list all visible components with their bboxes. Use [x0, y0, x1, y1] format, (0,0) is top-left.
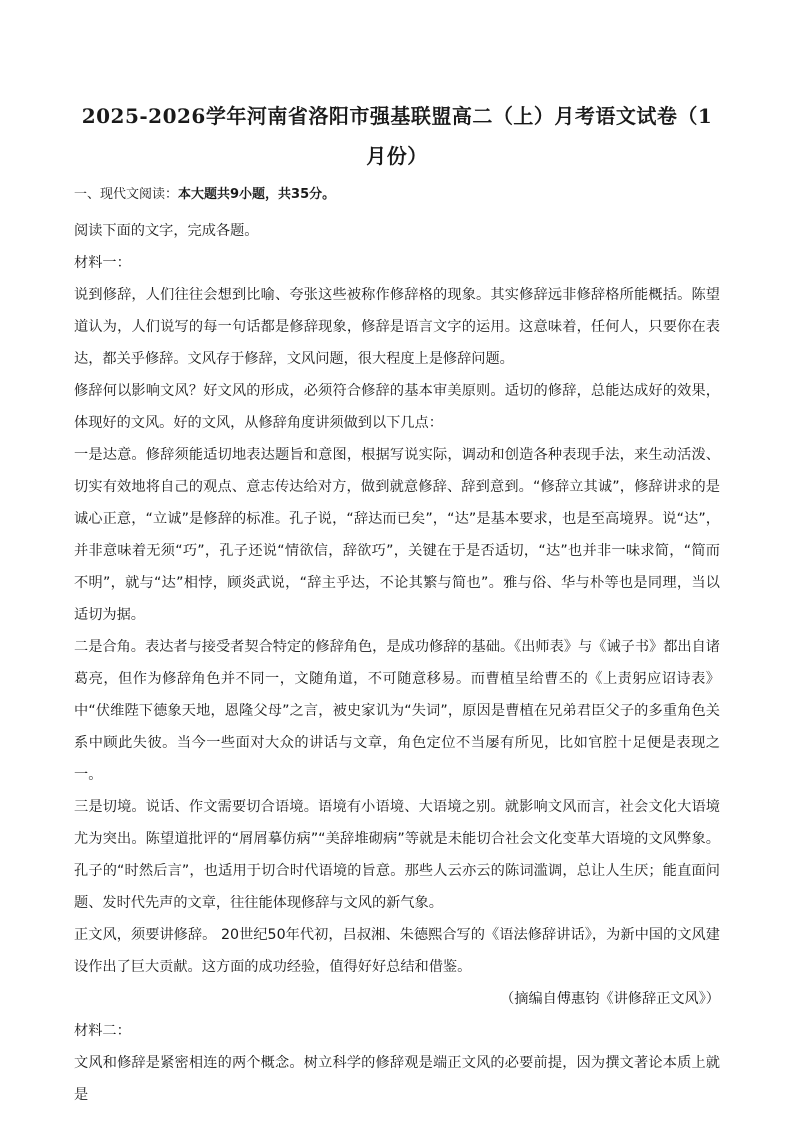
reading-instruction: 阅读下面的文字，完成各题。: [74, 223, 259, 239]
paragraph-2: 修辞何以影响文风？好文风的形成，必须符合修辞的基本审美原则。适切的修辞，总能达成好的效果，体现好的文风。好的文风，从修辞角度讲须做到以下几点：: [74, 383, 720, 431]
section-heading-prefix: 一、现代文阅读：: [74, 187, 179, 202]
paragraph-6: 正文风，须要讲修辞。 20世纪50年代初，吕叔湘、朱德熙合写的《语法修辞讲话》，为新中国的文风建设作出了巨大贡献。这方面的成功经验，值得好好总结和借鉴。: [74, 927, 720, 975]
section-heading-detail: 本大题共9小题，共35分。: [178, 187, 336, 202]
source-citation: （摘编自傅惠钧《讲修辞正文风》）: [500, 991, 720, 1007]
exam-title: 2025-2026学年河南省洛阳市强基联盟高二（上）月考语文试卷（1月份）: [81, 104, 713, 168]
paragraph-4: 二是合角。表达者与接受者契合特定的修辞角色，是成功修辞的基础。《出师表》与《诫子书》都出自诸葛亮，但作为修辞角色并不同一，文随角道，不可随意移易。而曹植呈给曹丕的《上责躬应诏诗表》中“伏维陛下德象天地，恩隆父母”之言，被史家讥为“失词”，原因是曹植在兄弟君臣父子的多重角色关系中顾此失彼。当今一些面对大众的讲话与文章，角色定位不当屡有所见，比如官腔十足便是表现之一。: [74, 639, 720, 783]
paragraph-5: 三是切境。说话、作文需要切合语境。语境有小语境、大语境之别。就影响文风而言，社会文化大语境尤为突出。陈望道批评的“屑屑摹仿病”“美辞堆砌病”等就是未能切合社会文化变革大语境的文风弊象。孔子的“时然后言”，也适用于切合时代语境的旨意。那些人云亦云的陈词滥调，总让人生厌；能直面问题、发时代先声的文章，往往能体现修辞与文风的新气象。: [74, 799, 720, 911]
paragraph-1: 说到修辞，人们往往会想到比喻、夸张这些被称作修辞格的现象。其实修辞远非修辞格所能概括。陈望道认为，人们说写的每一句话都是修辞现象，修辞是语言文字的运用。这意味着，任何人，只要你在表达，都关乎修辞。文风存于修辞，文风问题，很大程度上是修辞问题。: [74, 287, 720, 367]
section-heading: [74, 184, 720, 206]
material-one-label: 材料一：: [74, 255, 131, 271]
paragraph-3: 一是达意。修辞须能适切地表达题旨和意图，根据写说实际，调动和创造各种表现手法，来生动活泼、切实有效地将自己的观点、意志传达给对方，做到就意修辞、辞到意到。“修辞立其诚”，修辞讲求的是诚心正意，“立诚”是修辞的标准。孔子说，“辞达而已矣”，“达”是基本要求，也是至高境界。说“达”，并非意味着无须“巧”，孔子还说“情欲信，辞欲巧”，关键在于是否适切，“达”也并非一味求简，“简而不明”，就与“达”相悖，顾炎武说，“辞主乎达，不论其繁与简也”。雅与俗、华与朴等也是同理，当以适切为据。: [74, 447, 720, 623]
material-two-paragraph: 文风和修辞是紧密相连的两个概念。树立科学的修辞观是端正文风的必要前提，因为撰文著论本质上就是: [74, 1055, 720, 1103]
material-two-label: 材料二：: [74, 1023, 131, 1039]
